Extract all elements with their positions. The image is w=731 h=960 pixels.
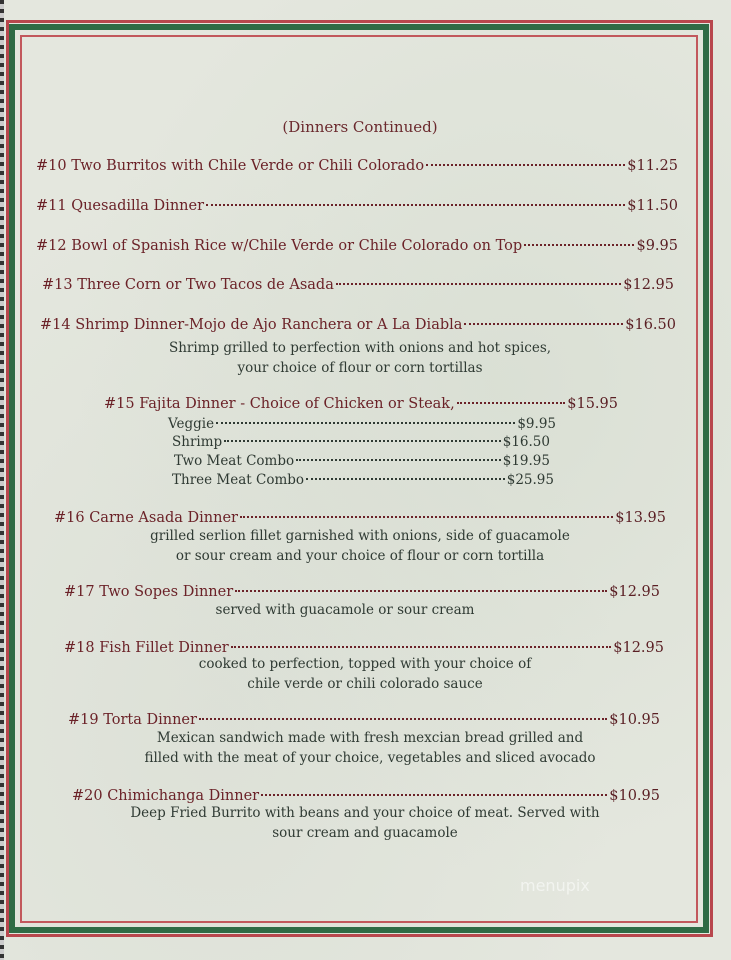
option-price: $9.95	[517, 416, 556, 432]
item-price: $12.95	[613, 640, 664, 656]
item-name: #11 Quesadilla Dinner	[36, 198, 205, 214]
menu-item-17	[64, 584, 660, 600]
dot-leader	[464, 323, 623, 325]
item-name: #17 Two Sopes Dinner	[64, 584, 234, 600]
item-description	[130, 728, 610, 768]
dot-leader	[235, 590, 607, 592]
item-description	[120, 338, 600, 378]
item-price: $15.95	[567, 396, 618, 412]
fajita-option	[168, 416, 556, 432]
option-price: $25.95	[506, 472, 554, 488]
menu-item-19	[68, 712, 660, 728]
item-price: $11.25	[627, 158, 678, 174]
watermark: menupix	[520, 876, 590, 895]
item-price: $13.95	[615, 510, 666, 526]
item-name: #18 Fish Fillet Dinner	[64, 640, 229, 656]
description-line: Shrimp grilled to perfection with onions and hot spices,	[168, 340, 552, 356]
description-line: filled with the meat of your choice, vegetables and sliced avocado	[144, 750, 596, 766]
description-line: your choice of flour or corn tortillas	[237, 360, 483, 376]
item-name: #10 Two Burritos with Chile Verde or Chili Colorado	[36, 158, 425, 174]
item-name: #14 Shrimp Dinner-Mojo de Ajo Ranchera or A La Diabla	[40, 317, 463, 333]
section-title: (Dinners Continued)	[282, 118, 438, 136]
dot-leader	[306, 478, 505, 480]
item-name: #12 Bowl of Spanish Rice w/Chile Verde or Chile Colorado on Top	[36, 238, 523, 254]
option-name: Veggie	[168, 416, 215, 432]
menu-item-10	[36, 158, 678, 174]
option-name: Shrimp	[172, 434, 223, 450]
description-line: or sour cream and your choice of flour or corn tortilla	[175, 548, 545, 564]
item-description	[120, 803, 610, 843]
dot-leader	[231, 646, 612, 648]
description-line: Mexican sandwich made with fresh mexcian bread grilled and	[156, 730, 584, 746]
menu-item-13	[42, 277, 674, 293]
dot-leader	[240, 516, 613, 518]
option-name: Two Meat Combo	[174, 453, 295, 469]
dot-leader	[224, 440, 501, 442]
description-line: grilled serlion fillet garnished with onions, side of guacamole	[150, 528, 570, 544]
option-name: Three Meat Combo	[172, 472, 305, 488]
dot-leader	[524, 244, 634, 246]
description-line: served with guacamole or sour cream	[215, 602, 475, 618]
fajita-option	[174, 453, 550, 469]
item-price: $10.95	[609, 712, 660, 728]
menu-item-12	[36, 238, 678, 254]
item-description	[180, 654, 550, 694]
dot-leader	[336, 283, 621, 285]
fajita-option	[172, 434, 550, 450]
menu-item-14	[40, 317, 676, 333]
item-price: $12.95	[609, 584, 660, 600]
option-price: $16.50	[502, 434, 550, 450]
menu-item-16	[54, 510, 666, 526]
item-name: #13 Three Corn or Two Tacos de Asada	[42, 277, 334, 293]
item-price: $12.95	[623, 277, 674, 293]
item-description	[130, 526, 590, 566]
menu-item-11	[36, 198, 678, 214]
item-price: $11.50	[627, 198, 678, 214]
description-line: sour cream and guacamole	[272, 825, 458, 841]
item-price: $16.50	[625, 317, 676, 333]
dot-leader	[216, 422, 515, 424]
dot-leader	[457, 402, 566, 404]
item-price: $9.95	[636, 238, 678, 254]
item-name: #20 Chimichanga Dinner	[72, 788, 260, 804]
dot-leader	[206, 204, 625, 206]
item-name: #19 Torta Dinner	[68, 712, 197, 728]
dot-leader	[199, 718, 607, 720]
fajita-option	[172, 472, 554, 488]
description-line: Deep Fried Burrito with beans and your choice of meat. Served with	[130, 805, 600, 821]
item-description	[180, 600, 510, 620]
dot-leader	[296, 459, 501, 461]
item-price: $10.95	[609, 788, 660, 804]
option-price: $19.95	[502, 453, 550, 469]
menu-item-20	[72, 788, 660, 804]
menu-item-15	[104, 396, 618, 412]
dot-leader	[261, 794, 607, 796]
dot-leader	[426, 164, 625, 166]
item-name: #15 Fajita Dinner - Choice of Chicken or Steak,	[104, 396, 455, 412]
item-name: #16 Carne Asada Dinner	[54, 510, 238, 526]
description-line: chile verde or chili colorado sauce	[247, 676, 483, 692]
description-line: cooked to perfection, topped with your choice of	[198, 656, 532, 672]
